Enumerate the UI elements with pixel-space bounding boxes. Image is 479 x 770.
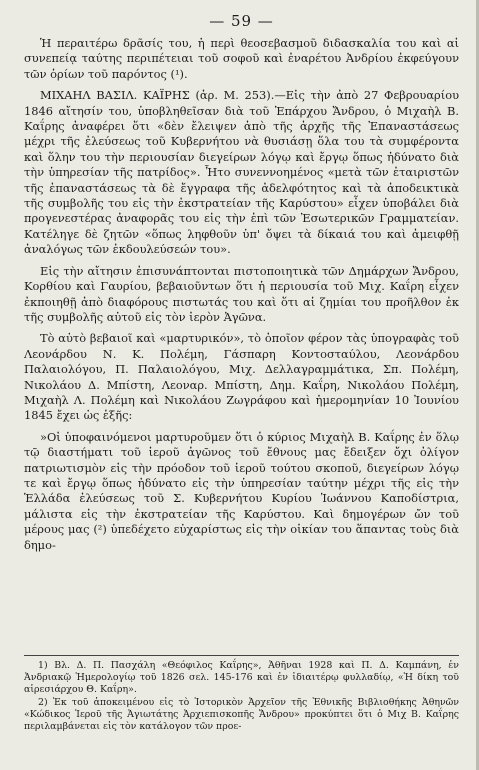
footnotes bbox=[24, 655, 459, 733]
paragraph-kairis-petition: ΜΙΧΑΗΛ ΒΑΣΙΛ. ΚΑΪΡΗΣ (ἀρ. Μ. 253).—Εἰς τὴν ἀπὸ 27 Φεβρουαρίου 1846 αἴτησίν του, ὑποβληθεῖσαν διὰ τοῦ Ἐπάρχου Ἄνδρου, ὁ Μιχαὴλ Β. Καΐρης ἀναφέρει ὅτι «δὲν ἔλειψεν ἀπὸ τῆς ἀρχῆς τῆς Ἐπαναστάσεως μέχρι τῆς ἐλεύσεως τοῦ Κυβερνήτου νὰ θυσιάσῃ ὅλα του τὰ συμφέροντα καὶ ὅλην του τὴν περιουσίαν διεγείρων λόγῳ καὶ ἔργῳ ὅπως ἠδύνατο διὰ τὴν ὑπηρεσίαν τῆς πατρίδος». Ἦτο συνεννοημένος «μετὰ τῶν ἑταιριστῶν τῆς ἐπαναστάσεως τὰ δὲ ἔγγραφα τῆς ἀδελφότητος καὶ τὰ ἀποδεικτικὰ τῆς συμβολῆς του εἰς τὴν ἐκστρατείαν τῆς Καρύστου» εἶχεν ὑποβάλει διὰ προγενεστέρας ἀναφορᾶς του εἰς τὴν ἐπὶ τῶν Ἐσωτερικῶν Γραμματείαν. Κατέληγε δὲ ζητῶν «ὅπως ληφθοῦν ὑπ' ὄψει τὰ δίκαιά του καὶ ἀμειφθῇ ἀναλόγως τῶν ἐκδουλεύσεών του». bbox=[24, 88, 459, 257]
paragraph-certificates: Εἰς τὴν αἴτησιν ἐπισυνάπτονται πιστοποιητικὰ τῶν Δημάρχων Ἄνδρου, Κορθίου καὶ Γαυρίου, βεβαιοῦντων ὅτι ἡ περιουσία τοῦ Μιχ. Καΐρη εἶχεν ἐκποιηθῇ ἀπὸ διαφόρους πιστωτάς του καὶ ὅτι αἱ ζημίαι του προῆλθον ἐκ τῆς συμβολῆς αὐτοῦ εἰς τὸν ἱερὸν Ἀγῶνα. bbox=[24, 263, 459, 324]
paragraph-testimonial: Τὸ αὐτὸ βεβαιοῖ καὶ «μαρτυρικόν», τὸ ὁποῖον φέρον τὰς ὑπογραφὰς τοῦ Λεονάρδου Ν. Κ. Πολέμη, Γάσπαρη Κοντοσταύλου, Λεονάρδου Παλαιολόγου, Π. Παλαιολόγου, Μιχ. Δελλαγραμμάτικα, Σπ. Πολέμη, Νικολάου Δ. Μπίστη, Λεοναρ. Μπίστη, Δημ. Καΐρη, Νικολάου Πολέμη, Μιχαὴλ Λ. Πολέμη καὶ Νικολάου Ζωγράφου καὶ ἡμερομηνίαν 10 Ἰουνίου 1845 ἔχει ὡς ἑξῆς: bbox=[24, 331, 459, 423]
footnote-2: 2) Ἐκ τοῦ ἀποκειμένου εἰς τὸ Ἱστορικὸν Ἀρχεῖον τῆς Ἐθνικῆς Βιβλιοθήκης Ἀθηνῶν «Κώδικος Ἱεροῦ τῆς Ἀγιωτάτης Ἀρχιεπισκοπῆς Ἄνδρου» προκύπτει ὅτι ὁ Μιχ Β. Καΐρης περιλαμβάνεται εἰς τὸν κατάλογον τῶν προε- bbox=[24, 696, 459, 733]
page-number: — 59 — bbox=[209, 12, 274, 30]
quoted-testimonial: »Οἱ ὑποφαινόμενοι μαρτυροῦμεν ὅτι ὁ κύριος Μιχαὴλ Β. Καΐρης ἐν ὅλῳ τῷ διαστήματι τοῦ ἱεροῦ ἀγῶνος τοῦ ἔθνους μας ἔδειξεν ὄχι ὀλίγον πατριωτισμὸν εἰς τὴν πρόοδον τοῦ ἱεροῦ τούτου σκοποῦ, διεγείρων λόγῳ τε καὶ ἔργῳ ὅπως ἠδύνατο εἰς τὴν ὑπηρεσίαν ταύτην μέχρι τῆς εἰς τὴν Ἑλλάδα ἐλεύσεως τοῦ Σ. Κυβερνήτου Κυρίου Ἰωάννου Καποδίστρια, μάλιστα εἰς τὴν ἐκστρατείαν τῆς Καρύστου. Καὶ δημογέρων ὤν τοῦ μέρους μας (²) ὑπεδέχετο εὐχαρίστως εἰς τὴν οἰκίαν του ἅπαντας τοὺς διὰ δημο- bbox=[24, 429, 459, 552]
footnote-1: 1) Βλ. Δ. Π. Πασχάλη «Θεόφιλος Καΐρης», Ἀθῆναι 1928 καὶ Π. Δ. Καμπάνη, ἐν Ἀνδριακῷ Ἡμερολογίῳ τοῦ 1826 σελ. 145-176 καὶ ἐν ἰδιαιτέρῳ φυλλαδίῳ, «Ἡ δίκη τοῦ αἱρεσιάρχου Θ. Καΐρη». bbox=[24, 660, 459, 696]
paragraph-intro: Ἡ περαιτέρω δρᾶσίς του, ἡ περὶ θεοσεβασμοῦ διδασκαλία του καὶ αἱ συνεπείᾳ ταύτης περιπέτειαι τοῦ σοφοῦ καὶ ἐναρέτου Ἀνδρίου ἐκφεύγουν τῶν ὁρίων τοῦ παρόντος (¹). bbox=[24, 36, 459, 81]
